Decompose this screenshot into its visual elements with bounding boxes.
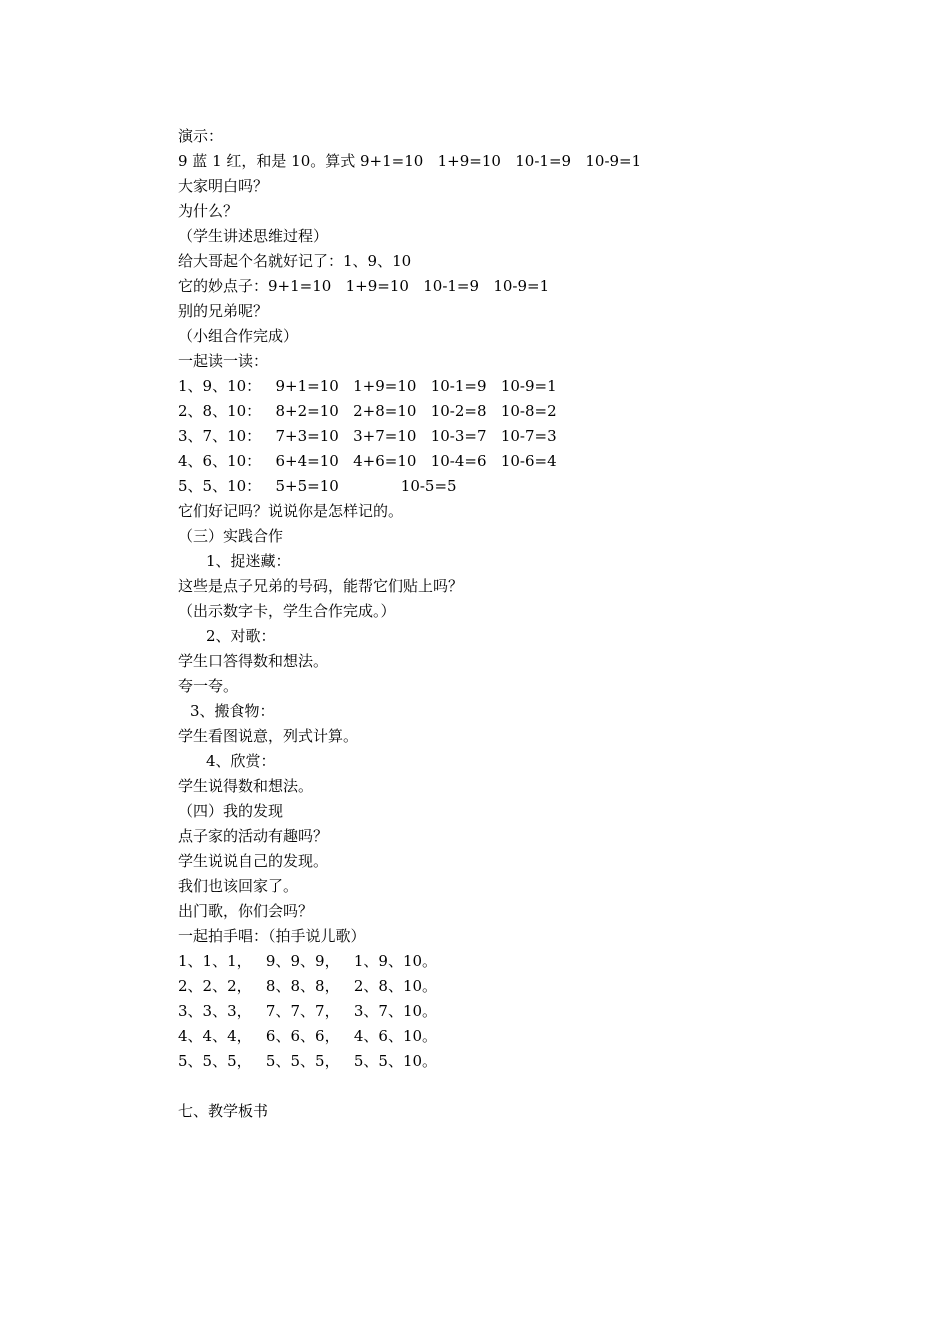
equation-line: 2、8、10： 8+2=10 2+8=10 10-2=8 10-8=2 bbox=[178, 402, 557, 420]
text-line: 为什么？ bbox=[178, 202, 239, 220]
activity-heading: 1、捉迷藏： bbox=[206, 552, 291, 570]
rhyme-line: 3、3、3， 7、7、7， 3、7、10。 bbox=[178, 1002, 438, 1020]
text-line: 演示： bbox=[178, 127, 224, 145]
equation-line: 1、9、10： 9+1=10 1+9=10 10-1=9 10-9=1 bbox=[178, 377, 557, 395]
text-line: 大家明白吗？ bbox=[178, 177, 269, 195]
activity-heading: 3、搬食物： bbox=[190, 702, 275, 720]
activity-heading: 2、对歌： bbox=[206, 627, 276, 645]
text-line: 我们也该回家了。 bbox=[178, 877, 299, 895]
text-line: （学生讲述思维过程） bbox=[178, 227, 329, 245]
text-line: 别的兄弟呢？ bbox=[178, 302, 269, 320]
text-line: 学生说得数和想法。 bbox=[178, 777, 314, 795]
text-line: 给大哥起个名就好记了：1、9、10 bbox=[178, 252, 412, 270]
text-line: （出示数字卡，学生合作完成。） bbox=[178, 602, 396, 620]
rhyme-line: 5、5、5， 5、5、5， 5、5、10。 bbox=[178, 1052, 438, 1070]
text-line: 一起拍手唱：（拍手说儿歌） bbox=[178, 927, 366, 945]
board-section-heading: 七、教学板书 bbox=[178, 1102, 269, 1120]
activity-heading: 4、欣赏： bbox=[206, 752, 276, 770]
blank-line bbox=[178, 1074, 898, 1099]
text-line: 它的妙点子：9+1=10 1+9=10 10-1=9 10-9=1 bbox=[178, 277, 550, 295]
section-heading: （三）实践合作 bbox=[178, 527, 284, 545]
rhyme-line: 2、2、2， 8、8、8， 2、8、10。 bbox=[178, 977, 438, 995]
document-body bbox=[178, 124, 898, 1124]
text-line: 这些是点子兄弟的号码，能帮它们贴上吗？ bbox=[178, 577, 464, 595]
rhyme-line: 1、1、1， 9、9、9， 1、9、10。 bbox=[178, 952, 438, 970]
text-line: 出门歌，你们会吗？ bbox=[178, 902, 314, 920]
section-heading: （四）我的发现 bbox=[178, 802, 284, 820]
text-line: 夸一夸。 bbox=[178, 677, 239, 695]
text-line: 点子家的活动有趣吗？ bbox=[178, 827, 329, 845]
equation-line: 4、6、10： 6+4=10 4+6=10 10-4=6 10-6=4 bbox=[178, 452, 557, 470]
text-line: 一起读一读： bbox=[178, 352, 269, 370]
text-line: 它们好记吗？说说你是怎样记的。 bbox=[178, 502, 404, 520]
text-line: （小组合作完成） bbox=[178, 327, 299, 345]
text-line: 学生看图说意，列式计算。 bbox=[178, 727, 359, 745]
text-line: 学生口答得数和想法。 bbox=[178, 652, 329, 670]
text-line: 学生说说自己的发现。 bbox=[178, 852, 329, 870]
rhyme-line: 4、4、4， 6、6、6， 4、6、10。 bbox=[178, 1027, 438, 1045]
text-line: 9 蓝 1 红，和是 10。算式 9+1=10 1+9=10 10-1=9 10-9=1 bbox=[178, 152, 642, 170]
equation-line: 3、7、10： 7+3=10 3+7=10 10-3=7 10-7=3 bbox=[178, 427, 557, 445]
equation-line: 5、5、10： 5+5=10 10-5=5 bbox=[178, 477, 457, 495]
